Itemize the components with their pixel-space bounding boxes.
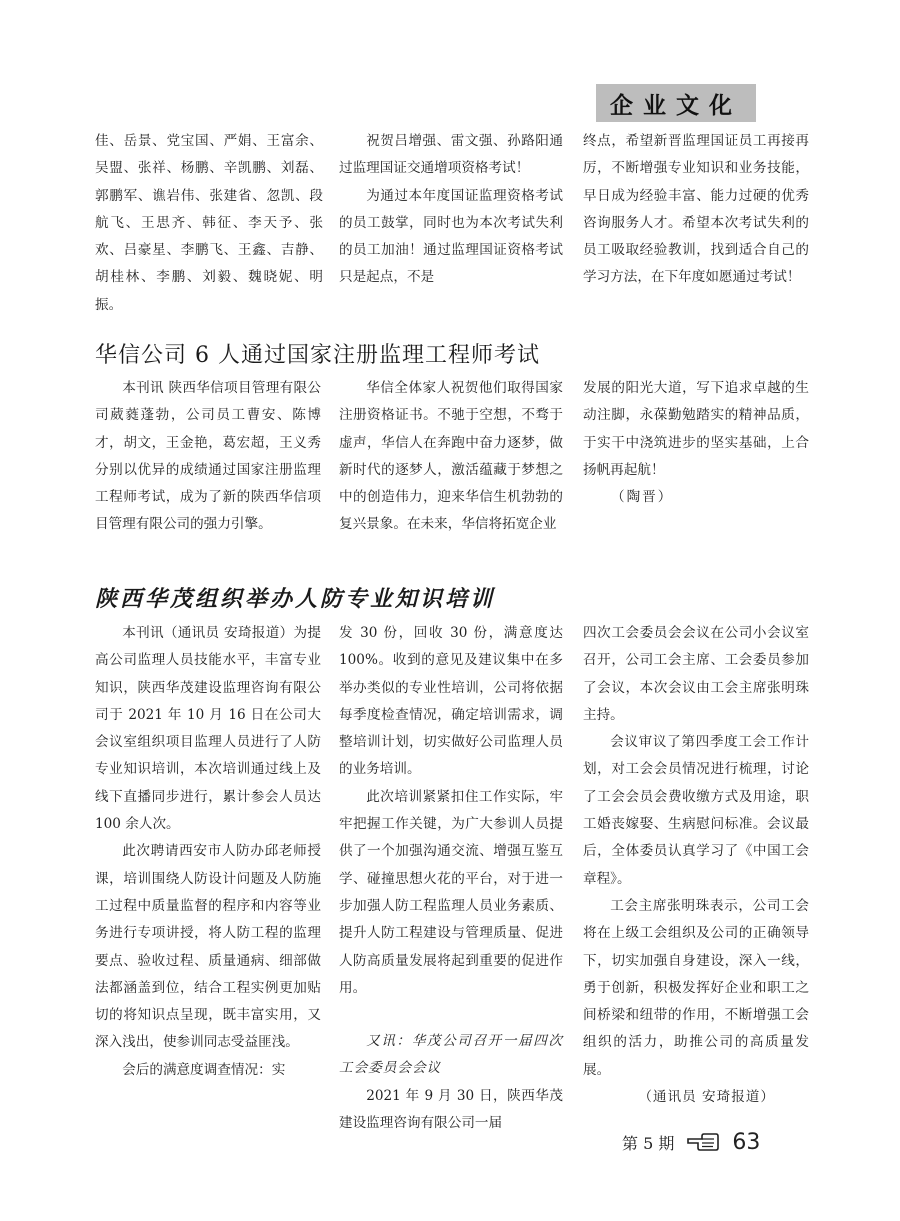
article0-column-2 xyxy=(339,128,563,292)
article2-headline: 陕西华茂组织举办人防专业知识培训 xyxy=(95,586,496,612)
section-tag: 企业文化 xyxy=(596,84,756,122)
article0-column-3 xyxy=(583,128,809,292)
article2-column-3 xyxy=(583,620,809,1111)
issue-label: 第 5 期 xyxy=(622,1133,675,1153)
article0-column-1 xyxy=(95,128,323,319)
paragraph: 祝贺吕增强、雷文强、孙路阳通过监理国证交通增项资格考试！ xyxy=(339,133,563,177)
article1-column-1 xyxy=(95,375,321,539)
pointing-hand-icon xyxy=(686,1132,720,1152)
article2-column-1 xyxy=(95,620,321,1084)
article1-headline: 华信公司 6 人通过国家注册监理工程师考试 xyxy=(95,343,540,368)
paragraph: 为通过本年度国证监理资格考试的员工鼓掌，同时也为本次考试失利的员工加油！通过监理国证资格考试只是起点，不是 xyxy=(339,187,563,286)
byline: （通讯员 安琦报道） xyxy=(638,1089,775,1106)
paragraph: 此次培训紧紧扣住工作实际，牢牢把握工作关键，为广大参训人员提供了一个加强沟通交流、增强互鉴互学、碰撞思想火花的平台，对于进一步加强人防工程监理人员业务素质、提升人防工程建设与管理质量、促进人防高质量发展将起到重要的促进作用。 xyxy=(339,788,563,996)
paragraph: 四次工会委员会会议在公司小会议室召开，公司工会主席、工会委员参加了会议，本次会议由工会主席张明珠主持。 xyxy=(583,625,809,723)
article1-column-2 xyxy=(339,375,563,539)
paragraph: 佳、岳景、党宝国、严娟、王富余、吴盟、张祥、杨鹏、辛凯鹏、刘磊、郭鹏军、谯岩伟、张建省、忽凯、段航飞、王思齐、韩征、李天予、张欢、吕豪星、李鹏飞、王鑫、吉静、胡桂林、李鹏、刘毅、魏晓妮、明振。 xyxy=(95,133,323,313)
sub-headline: 又讯：华茂公司召开一届四次工会委员会会议 xyxy=(339,1033,563,1077)
paragraph: 会议审议了第四季度工会工作计划，对工会会员情况进行梳理，讨论了工会会员会费收缴方式及用途，职工婚丧嫁娶、生病慰问标准。会议最后，全体委员认真学习了《中国工会章程》。 xyxy=(583,734,809,887)
paragraph: 发 30 份，回收 30 份，满意度达 100%。收到的意见及建议集中在多举办类似的专业性培训，公司将依据每季度检查情况，确定培训需求，调整培训计划，切实做好公司监理人员的业务培训。 xyxy=(339,625,563,778)
paragraph: 2021 年 9 月 30 日，陕西华茂建设监理咨询有限公司一届 xyxy=(339,1087,563,1132)
paragraph: 此次聘请西安市人防办邱老师授课，培训围绕人防设计问题及人防施工过程中质量监督的程序和内容等业务进行专项讲授，将人防工程的监理要点、验收过程、质量通病、细部做法都涵盖到位，结合工程实例更加贴切的将知识点呈现，既丰富实用，又深入浅出，使参训同志受益匪浅。 xyxy=(95,843,321,1051)
paragraph: 终点，希望新晋监理国证员工再接再厉，不断增强专业知识和业务技能，早日成为经验丰富、能力过硬的优秀咨询服务人才。希望本次考试失利的员工吸取经验教训，找到适合自己的学习方法，在下年度如愿通过考试！ xyxy=(583,133,809,286)
paragraph: 工会主席张明珠表示，公司工会将在上级工会组织及公司的正确领导下，切实加强自身建设，深入一线，勇于创新，积极发挥好企业和职工之间桥梁和纽带的作用，不断增强工会组织的活力，助推公司的高质量发展。 xyxy=(583,897,809,1078)
paragraph: 本刊讯 陕西华信项目管理有限公司葳蕤蓬勃，公司员工曹安、陈博才，胡文，王金艳，葛宏超，王义秀分别以优异的成绩通过国家注册监理工程师考试，成为了新的陕西华信项目管理有限公司的强力引擎。 xyxy=(95,380,321,533)
paragraph: 华信全体家人祝贺他们取得国家注册资格证书。不驰于空想，不骛于虚声，华信人在奔跑中奋力逐梦，做新时代的逐梦人，激活蕴藏于梦想之中的创造伟力，迎来华信生机勃勃的复兴景象。在未来，华信将拓宽企业 xyxy=(339,380,563,533)
paragraph: 发展的阳光大道，写下追求卓越的生动注脚，永葆勤勉踏实的精神品质，于实干中浇筑进步的坚实基础，上合扬帆再起航！ xyxy=(583,380,809,478)
page-footer xyxy=(622,1128,760,1156)
byline: （陶晋） xyxy=(611,489,674,506)
article2-column-2 xyxy=(339,620,563,1137)
paragraph: 本刊讯（通讯员 安琦报道）为提高公司监理人员技能水平，丰富专业知识，陕西华茂建设监理咨询有限公司于 2021 年 10 月 16 日在公司大会议室组织项目监理人员进行了人防专业知识培训，本次培训通过线上及线下直播同步进行，累计参会人员达 100 余人次。 xyxy=(95,625,321,833)
paragraph: 会后的满意度调查情况：实 xyxy=(122,1061,286,1078)
article1-column-3 xyxy=(583,375,809,511)
page-number: 63 xyxy=(732,1129,761,1155)
